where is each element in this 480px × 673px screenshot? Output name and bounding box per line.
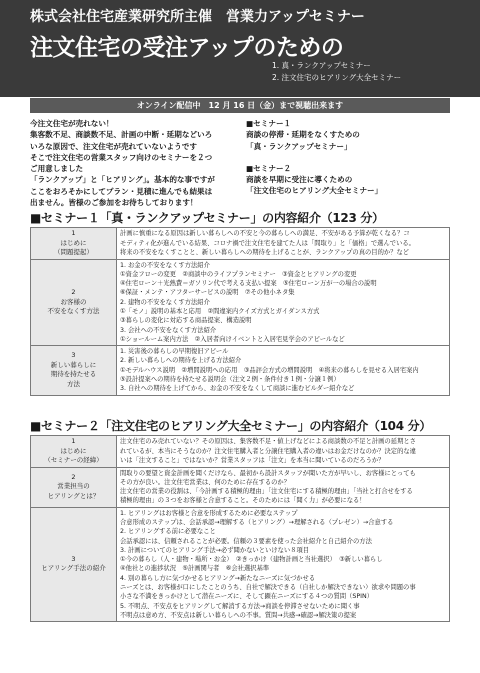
row-label (31, 259, 117, 346)
content-line: 2. 新しい暮らしへの期待を上げる方法紹介 (120, 357, 242, 365)
content-line: 積極的理由」の３つをお客様と合意すること。そのためには「聞く力」が必要になる！ (120, 497, 366, 505)
series-item: 1. 真・ランクアップセミナー (272, 61, 371, 70)
row-label-line: 1 (71, 437, 76, 445)
row-label-line: 営業担当の (57, 482, 90, 491)
content-line: 注文住宅の営業の役割は、「今計画する積極的理由」「注文住宅にする積極的理由」「当社と打合せをする (120, 488, 413, 496)
table-row (31, 467, 450, 507)
row-label-line: はじめに (60, 446, 87, 455)
content-line: ①今の暮らし（人・建物・場所・お金） ②きっかけ（建物計画と当社選択） ③新しい暮らし (120, 556, 383, 564)
content-line: ①モデルハウス説明 ②増間説明への応用 ③品評会方式の増間説明 ④将来の暮らしを見せる入居宅案内 (120, 366, 419, 374)
seminar-series-list (272, 60, 401, 84)
content-line: ⑥保証・メンテ・アフターサービスの説明 ⑦その他小ネタ集 (120, 289, 295, 297)
content-line: 1. ヒアリングはお客様と合意を形成するために必要なステップ (120, 509, 298, 517)
content-line: 2. 建物の不安をなくす方法紹介 (120, 298, 210, 306)
intro-line: 出ません。皆様のご参加をお待ちしております！ (30, 198, 198, 208)
content-line: れているが、本当にそうなのか？注文住宅購入者と分譲住宅購入者の違いはお金だけなのか？決定的な違 (120, 447, 416, 455)
table-row (31, 228, 450, 260)
content-line: 2. ヒアリングする前に必要なこと (120, 528, 216, 536)
row-label-line: はじめに (60, 238, 87, 247)
intro-line: 「ランクアップ」と「ヒアリング」。基本的な事ですが (30, 175, 215, 185)
row-content (117, 507, 450, 622)
row-label-line: ヒアリング手法の紹介 (41, 564, 106, 573)
row-label-line: （セミナーの経緯） (44, 456, 103, 464)
content-line: 間取りの要望と資金計画を聞くだけなら、最初から設計スタッフが聞いた方が早いし、お客様にとっても (120, 469, 416, 477)
row-label-line: 方法 (67, 379, 80, 388)
content-line: ④他社との進捗状況 ⑤計画関与者 ⑥会社選択基準 (120, 565, 270, 573)
session-line: 「真・ランクアップセミナー」 (246, 141, 352, 151)
content-line: 3. 計画についてのヒアリング手法→必ず聞かないといけない８項目 (120, 546, 310, 554)
intro-text (30, 118, 246, 208)
series-item: 2. 注文住宅のヒアリング大全セミナー (272, 73, 402, 82)
row-label-line: 1 (71, 229, 76, 237)
seminar1-table (30, 227, 450, 396)
content-line: ①資金フローの変更 ②商談中のライフプランセミナー ③資金とヒアリングの変更 (120, 270, 357, 278)
content-line: ③暮らしの変化に対応する商品提案、構造説明 (120, 317, 252, 325)
content-line: 3. 自社への期待を上げてから、お金の不安をなくして商談に進むビルダー紹介など (120, 385, 355, 393)
content-line: 会話承認には、信頼されることが必要。信頼の３要素を使った会社紹介と自己紹介の方法 (120, 537, 372, 545)
session-line: 商談の停滞・延期をなくすための (246, 130, 360, 140)
content-line: いは「注文すること」ではないか？営業スタッフは「注文」を本当に聞いているのだろうか？ (120, 456, 385, 464)
organizer-title: 株式会社住宅産業研究所主催 営業力アップセミナー (30, 9, 365, 25)
session-line: 「注文住宅のヒアリング大全セミナー」 (246, 186, 383, 196)
row-content (117, 467, 450, 507)
session-summary (246, 118, 450, 197)
content-line: ④住宅ローン＋光熱費＝ガソリン代で考える支払い提案 ⑤住宅ローン万が一の場合の説明 (120, 280, 377, 288)
content-line: 3. 会社への不安をなくす方法紹介 (120, 326, 217, 334)
content-line: その方が良い。注文住宅営業は、何のために存在するのか？ (120, 478, 291, 486)
content-line: 合意形成のステップは、会話承認→理解する（ヒアリング）→理解される（プレゼン）→合意する (120, 518, 394, 526)
intro-line: いろな原因で、注文住宅が売れていないようです (30, 141, 197, 151)
row-label-line: 新しい暮らしに (50, 360, 97, 369)
online-banner: オンライン配信中 12 月 16 日（金）まで視聴出来ます (30, 98, 450, 113)
content-line: 1. 災害後の暮らしの早期復旧アピール (120, 348, 229, 356)
content-line: モディティ化が進んでいる結果、コロナ禍で注文住宅を建てた人は「間取り」と「価格」で選んでいる。 (120, 239, 415, 247)
table-row (31, 259, 450, 346)
content-line: ①「モノ」説明の基本と応用 ②間違案内クイズ方式とガイダンス方式 (120, 307, 320, 315)
content-line: ①ショールーム案内方法 ②入居者向けイベントと入居宅見学会のアピールなど (120, 335, 345, 343)
content-line: ⑤設計提案への期待を持たせる説明会（注文２例・条件付き１例・分譲１例） (120, 376, 340, 384)
row-label (31, 228, 117, 260)
row-label-line: 3 (71, 351, 76, 360)
row-content (117, 346, 450, 395)
table-row (31, 507, 450, 622)
row-content (117, 259, 450, 346)
header (0, 0, 480, 97)
seminar1-title: ■セミナー１「真・ランクアップセミナー」の内容紹介（123 分） (30, 211, 384, 225)
content-line: 4. 別の暮らし方に気づかせるヒアリング→新たなニーズに気づかせる (120, 574, 316, 582)
row-label-line: （問題提起） (54, 248, 93, 256)
content-line: 将来の不安をなくすことと、新しい暮らしへの期待を上げることが、ランクアップの真の目的か？など (120, 248, 410, 256)
content-line: ニーズとは、お客様が口にしたことのうち、自社で解決できる（自社しか解決できない）欲求や問題の事 (120, 584, 416, 592)
row-label (31, 346, 117, 395)
session-line: 商談を早期に受注に導くための (246, 175, 353, 185)
content-line: 計画に慎重になる原因は新しい暮らしへの不安と今の暮らしへの満足、不安がある予算が乾くなる？コ (120, 230, 410, 238)
content-line: 1. お金の不安をなくす方法紹介 (120, 261, 210, 269)
row-label-line: 不安をなくす方法 (47, 307, 100, 316)
table-row (31, 346, 450, 395)
row-label-line: 3 (71, 554, 76, 563)
intro-line: そこで注文住宅の営業スタッフ向けのセミナーを２つ (30, 152, 213, 162)
row-label-line: 期待を持たせる (50, 370, 97, 379)
table-row (31, 436, 450, 468)
row-label-line: お客様の (60, 297, 87, 306)
content-line: 不明点は意め方、不安点は新しい暮らしへの不事。質問→共感→確認→解決策の提案 (120, 611, 357, 619)
row-content (117, 228, 450, 260)
content-line: 注文住宅のみ売れていない？その原因は、集客数不足・値上げなどによる商談数の不足と計画の延期とさ (120, 438, 416, 446)
intro-line: ご用意しました (30, 164, 84, 174)
row-label-line: 2 (71, 472, 76, 481)
row-label-line: ヒアリングとは？ (47, 491, 100, 500)
row-label-line: 2 (71, 288, 76, 297)
intro-line: 今注文住宅が売れない！ (30, 119, 114, 128)
session-heading: ■セミナー１ (246, 119, 292, 128)
intro-line: 集客数不足、商談数不足、計画の中断・延期などいろ (30, 130, 213, 140)
seminar2-table (30, 435, 450, 622)
content-line: 5. 不明点、不安点をヒアリングして解消する方法→商談を停滞させないために聞く事 (120, 602, 360, 610)
row-content (117, 436, 450, 468)
session-heading: ■セミナー２ (246, 163, 292, 173)
content-line: 小さな不満をきっかけとして潜在ニーズに、そして顕在ニーズにする４つの質問（SPIN） (120, 593, 374, 601)
row-label (31, 436, 117, 468)
row-label (31, 507, 117, 622)
row-label (31, 467, 117, 507)
intro-line: ここをおろそかにしてプラン・見積に進んでも結果は (30, 186, 213, 196)
page-title: 注文住宅の受注アップのための (30, 35, 344, 61)
seminar2-title: ■セミナー２「注文住宅のヒアリング大全セミナー」の内容紹介（104 分） (30, 419, 432, 433)
